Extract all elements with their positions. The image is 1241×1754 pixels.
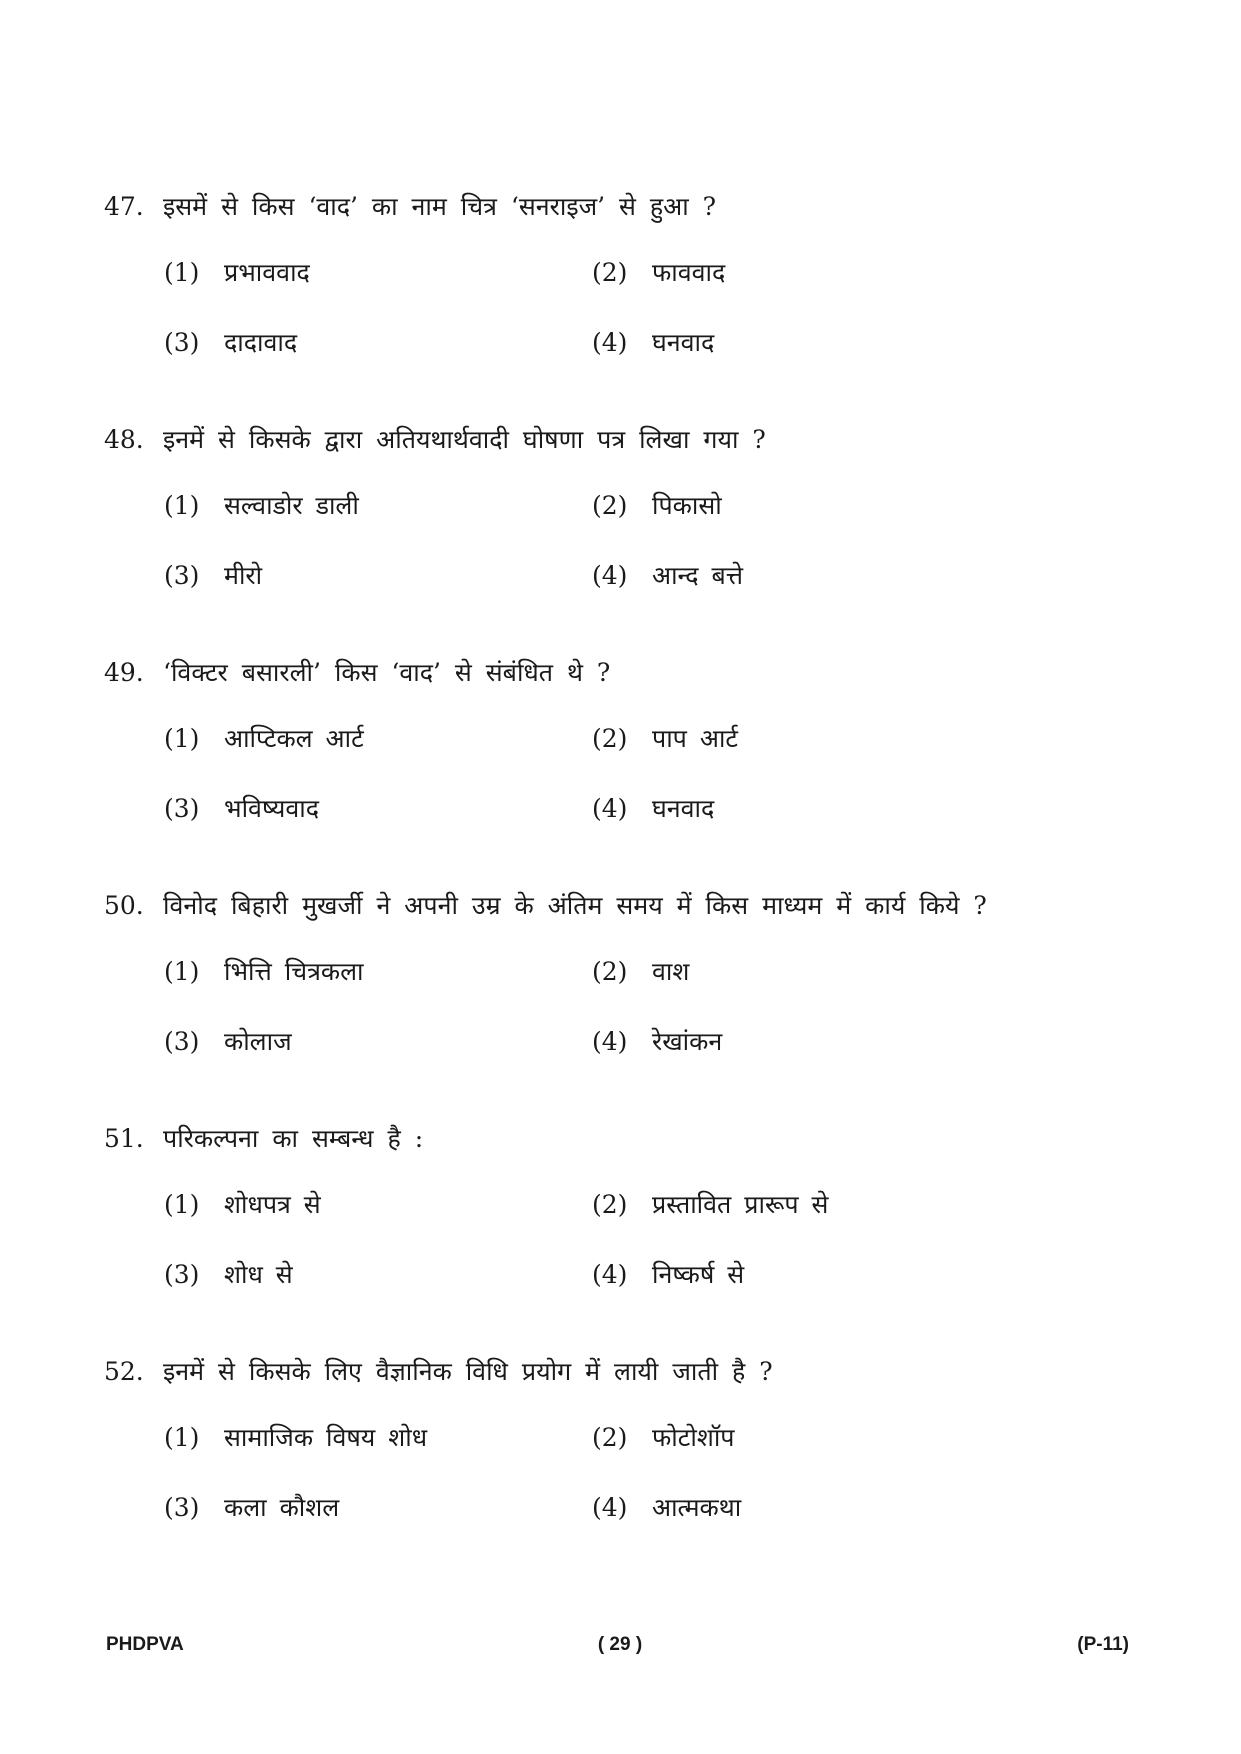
option-1 [164,1188,564,1222]
option-label: (2) [592,724,628,753]
question-text: ‘विक्टर बसारली’ किस ‘वाद’ से संबंधित थे ? [163,658,611,687]
question-number: 52. [104,1357,144,1386]
question-52 [0,1355,1241,1575]
question-48 [0,423,1241,643]
question-47 [0,190,1241,410]
option-2 [592,256,1092,290]
option-2 [592,1421,1092,1455]
option-text: कोलाज [224,1027,292,1056]
option-4 [592,1491,1092,1525]
option-2 [592,489,1092,523]
option-text: भविष्यवाद [224,794,319,823]
option-3 [164,1025,564,1059]
option-text: घनवाद [652,794,715,823]
option-text: घनवाद [652,328,715,357]
option-label: (2) [592,957,628,986]
option-2 [592,722,1092,756]
option-label: (3) [164,794,200,823]
option-3 [164,1491,564,1525]
option-text: रेखांकन [652,1027,723,1056]
option-4 [592,326,1092,360]
option-label: (4) [592,328,628,357]
option-label: (1) [164,724,200,753]
question-number: 50. [104,891,144,920]
option-label: (3) [164,1493,200,1522]
footer-page-number: ( 29 ) [597,1634,643,1655]
question-text: इसमें से किस ‘वाद’ का नाम चित्र ‘सनराइज’ से हुआ ? [163,192,717,221]
option-3 [164,559,564,593]
option-2 [592,955,1092,989]
footer-paper-code: PHDPVA [106,1634,184,1655]
option-label: (4) [592,1493,628,1522]
question-number: 51. [104,1124,144,1153]
option-label: (3) [164,1260,200,1289]
option-3 [164,1258,564,1292]
option-text: आन्द बत्ते [652,561,744,590]
option-4 [592,1258,1092,1292]
question-number: 49. [104,658,144,687]
option-4 [592,792,1092,826]
option-label: (3) [164,328,200,357]
option-text: शोध से [224,1260,293,1289]
option-text: मीरो [224,561,263,590]
option-text: प्रस्तावित प्रारूप से [652,1190,829,1219]
option-text: दादावाद [224,328,298,357]
option-label: (1) [164,1190,200,1219]
option-label: (4) [592,794,628,823]
option-label: (3) [164,1027,200,1056]
option-4 [592,559,1092,593]
option-text: निष्कर्ष से [652,1260,745,1289]
option-text: सल्वाडोर डाली [224,491,359,520]
option-text: फाववाद [652,258,726,287]
question-50 [0,889,1241,1109]
question-text: विनोद बिहारी मुखर्जी ने अपनी उम्र के अंतिम समय में किस माध्यम में कार्य किये ? [163,891,987,920]
option-text: सामाजिक विषय शोध [224,1423,428,1452]
page-footer [0,1632,1241,1672]
question-text: इनमें से किसके लिए वैज्ञानिक विधि प्रयोग में लायी जाती है ? [163,1357,773,1386]
option-label: (3) [164,561,200,590]
option-label: (4) [592,1027,628,1056]
option-text: पिकासो [652,491,722,520]
option-3 [164,792,564,826]
option-1 [164,256,564,290]
option-text: प्रभाववाद [224,258,310,287]
footer-set-code: (P-11) [1077,1634,1129,1655]
option-text: फोटोशॉप [652,1423,735,1452]
option-1 [164,1421,564,1455]
option-label: (2) [592,491,628,520]
option-label: (2) [592,258,628,287]
question-number: 47. [104,192,144,221]
option-label: (1) [164,1423,200,1452]
option-text: शोधपत्र से [224,1190,321,1219]
option-label: (4) [592,1260,628,1289]
option-label: (2) [592,1423,628,1452]
option-text: आप्टिकल आर्ट [224,724,364,753]
option-text: वाश [652,957,690,986]
option-label: (4) [592,561,628,590]
option-label: (2) [592,1190,628,1219]
question-text: परिकल्पना का सम्बन्ध है : [163,1124,424,1153]
option-1 [164,955,564,989]
option-2 [592,1188,1092,1222]
option-label: (1) [164,258,200,287]
option-text: भित्ति चित्रकला [224,957,364,986]
option-1 [164,722,564,756]
option-4 [592,1025,1092,1059]
option-text: आत्मकथा [652,1493,742,1522]
question-49 [0,656,1241,876]
option-3 [164,326,564,360]
option-label: (1) [164,491,200,520]
option-text: पाप आर्ट [652,724,738,753]
question-51 [0,1122,1241,1342]
question-number: 48. [104,425,144,454]
option-text: कला कौशल [224,1493,340,1522]
option-1 [164,489,564,523]
question-text: इनमें से किसके द्वारा अतियथार्थवादी घोषणा पत्र लिखा गया ? [163,425,766,454]
option-label: (1) [164,957,200,986]
